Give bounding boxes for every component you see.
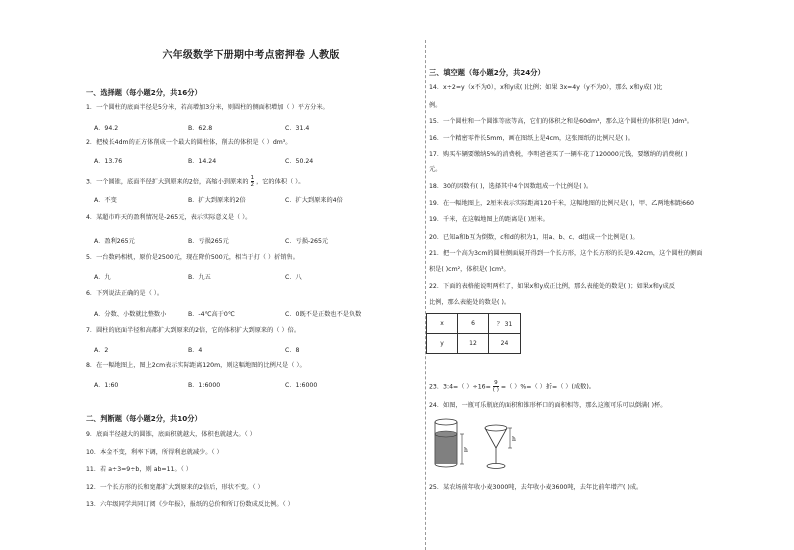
option-1a: A．94.2: [94, 125, 119, 132]
exam-title: 六年级数学下册期中考点密押卷 人教版: [162, 50, 340, 61]
question-22: 22．下面的表格能说明两栏了，如果x和y成正比例，那么表能处的数是( )；如果x和y成反: [429, 283, 675, 290]
question-12: 12．一个长方形的长和宽都扩大到原来的2倍后，形状不变。（ ）: [86, 484, 264, 491]
question-8: 8．在一幅地图上，图上2cm表示实际距离120m，则这幅地图的比例尺是（ ）。: [86, 362, 306, 369]
table-cell: 6: [458, 314, 489, 334]
question-3-text-pre: 3．一个圆锥，底面半径扩大到原来的2倍，高缩小到原来的: [86, 178, 249, 186]
question-24: 24．如图，一瓶可乐瓶底的面积和锥形杯口的面积相等，那么这瓶可乐可以倒满( )杯。: [429, 402, 667, 409]
question-19-cont: 19．千米，在这幅地图上的距离是( )厘米。: [429, 216, 549, 223]
question-21: 21．把一个高为3cm的圆柱侧面展开得到一个长方形，这个长方形的长是9.42cm，这个圆柱的侧面: [429, 250, 703, 257]
table-cell: 24: [489, 334, 521, 354]
question-23: [429, 380, 595, 393]
option-7b: B．4: [188, 347, 203, 354]
option-7a: A．2: [94, 347, 109, 354]
question-7: 7．圆柱的底面半径和高都扩大到原来的2倍，它的体积扩大到原来的（ ）倍。: [86, 327, 301, 334]
question-16: 16．一个精密零件长5mm，画在图纸上是4cm，这张图纸的比例尺是( )。: [429, 135, 634, 142]
question-1: 1．一个圆柱的底面半径是5分米，若高增加3分米，则圆柱的侧面积增加（ ）平方分米。: [86, 104, 329, 111]
question-17: 17．购买车辆要缴纳5%的消费税，李明爸爸买了一辆车花了120000元钱，要缴纳的消费税( ): [429, 151, 688, 158]
option-4c: C．亏损-265元: [285, 238, 329, 245]
column-divider: [425, 40, 426, 550]
question-18: 18．30的因数有( )，选择其中4个因数组成一个比例是( )。: [429, 183, 593, 190]
question-14: 14．x÷2=y（x不为0），x和y成( )比例；如果 3x=4y（y不为0），那么 x和y成( )比: [429, 84, 663, 91]
ratio-table: [426, 313, 521, 354]
question-3-text-post: ，它的体积（ ）。: [256, 178, 305, 186]
section-heading-judge: 二、判断题（每小题2分，共10分）: [86, 414, 202, 423]
option-4b: B．亏损265元: [188, 238, 229, 245]
option-6a: A．分数、小数就比整数小: [94, 311, 167, 318]
question-25: 25．某农场前年收小麦3000吨，去年收小麦3600吨，去年比前年增产( )成。: [429, 484, 643, 491]
section-heading-fill: 三、填空题（每小题2分，共24分）: [429, 68, 545, 77]
option-4a: A．盈利265元: [94, 238, 135, 245]
option-2c: C．50.24: [285, 158, 314, 165]
question-10: 10．本金不变，利率下调，所得利息就减少。（ ）: [86, 449, 223, 456]
option-5a: A．九: [94, 274, 111, 281]
option-5c: C．八: [285, 274, 302, 281]
question-5: 5．一台数码相机，原价是2500元，现在降价500元，相当于打（ ）折销售。: [86, 254, 299, 261]
question-9: 9．底面半径越大的圆锥，底面积就越大，体积也就越大。（ ）: [86, 431, 256, 438]
question-13: 13．六年级同学共同订阅《少年报》，报纸的总价和所订份数成反比例。（ ）: [86, 501, 294, 508]
option-3a: A．不变: [94, 197, 117, 204]
question-21-cont: 积是( )cm²，体积是( )cm³。: [429, 266, 510, 273]
table-cell: x: [427, 314, 458, 334]
question-20: 20．已知a和b互为倒数，c和d的积为1，用a、b、c、d组成一个比例是( )。: [429, 234, 639, 241]
option-5b: B．九五: [188, 274, 211, 281]
option-7c: C．8: [285, 347, 300, 354]
glass-height-label: h: [512, 436, 516, 443]
option-8c: C．1:6000: [285, 382, 318, 389]
bottle-height-label: h: [464, 447, 468, 454]
option-2b: B．14.24: [188, 158, 217, 165]
table-row: [427, 334, 521, 354]
section-heading-choice: 一、选择题（每小题2分，共16分）: [86, 88, 202, 97]
option-8a: A．1:60: [94, 382, 119, 389]
question-17-cont: 元。: [429, 166, 442, 173]
question-22-cont: 比例，那么表能处的数是( )。: [429, 299, 511, 306]
table-cell: y: [427, 334, 458, 354]
question-19: 19．在一幅地图上，2厘米表示实际距离120千米，这幅地图的比例尺是( )，甲、乙两地相距660: [429, 200, 694, 207]
question-4: 4．某超市昨天的盈利情况是-265元，表示实际意义是（ ）。: [86, 214, 252, 221]
question-23-text-post: =（ ）%=（ ）折=（ ）(成数)。: [500, 383, 595, 391]
option-1b: B．62.8: [188, 125, 213, 132]
question-3: [86, 175, 304, 188]
fraction-half: $\frac{1}{2}$: [250, 175, 255, 188]
question-2: 2．把棱长4dm的正方体削成一个最大的圆柱体，削去的体积是（ ）dm³。: [86, 139, 292, 146]
table-row: [427, 314, 521, 334]
table-cell: 12: [458, 334, 489, 354]
bottle-icon: [435, 419, 468, 467]
option-1c: C．31.4: [285, 125, 310, 132]
question-6: 6．下列说法正确的是（ ）。: [86, 290, 164, 297]
option-2a: A．13.76: [94, 158, 123, 165]
question-14-cont: 例。: [429, 102, 442, 109]
option-3b: B．扩大到原来的2倍: [188, 197, 246, 204]
question-15: 15．一个圆柱和一个圆锥等底等高，它们的体积之和是60dm³，那么这个圆柱的体积是( )dm³。: [429, 118, 693, 125]
cone-glass-icon: [485, 425, 516, 469]
option-6c: C．0既不是正数也不是负数: [285, 311, 362, 318]
option-6b: B．-4℃高于0℃: [188, 311, 235, 318]
bottle-and-glass-figure: [430, 414, 520, 474]
option-8b: B．1:6000: [188, 382, 221, 389]
fraction-9-over-blank: $\frac{9}{( )}$: [492, 380, 499, 393]
option-3c: C．扩大到原来的4倍: [285, 197, 343, 204]
question-11: 11．若 a÷3=9÷b，则 ab=11。（ ）: [86, 466, 192, 473]
table-cell: ？ 31: [489, 314, 521, 334]
question-23-text-pre: 23．3:4=（ ）÷16=: [429, 383, 491, 391]
